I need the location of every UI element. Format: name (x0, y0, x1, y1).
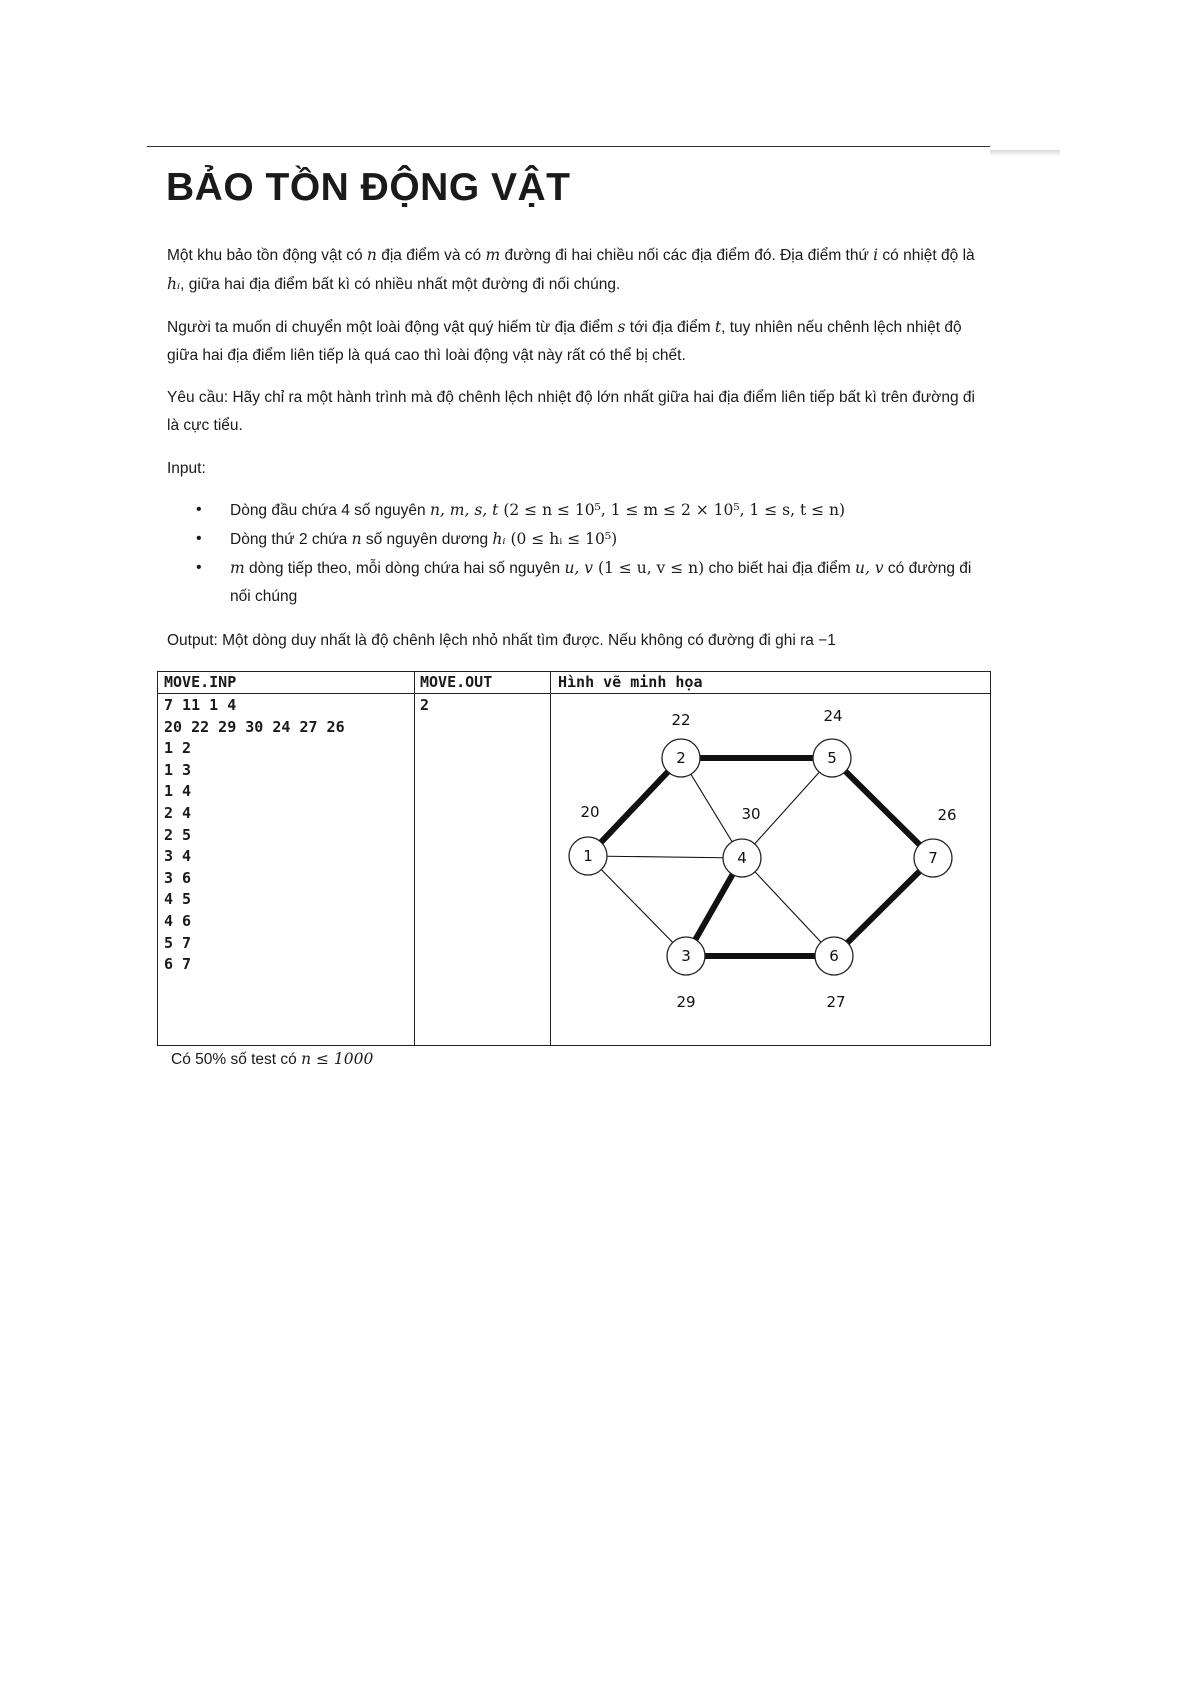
output-line-1: 2 (420, 696, 430, 714)
node-label-2: 2 (676, 749, 686, 767)
bullet-3-var: m (230, 559, 245, 577)
page-title: BẢO TỒN ĐỘNG VẬT (166, 166, 571, 209)
input-spec-line-3 (196, 554, 986, 611)
intro-text-5: , giữa hai địa điểm bất kì có nhiều nhất một đường đi nối chúng. (180, 276, 621, 293)
node-label-3: 3 (681, 947, 691, 965)
var-n: n (366, 246, 377, 264)
input-line-2: 20 22 29 30 24 27 26 (164, 717, 345, 736)
footnote-condition: n ≤ 1000 (301, 1050, 374, 1068)
bullet-1-constraint: (2 ≤ n ≤ 10⁵, 1 ≤ m ≤ 2 × 10⁵, 1 ≤ s, t ≤ n) (498, 501, 846, 519)
bullet-3-constraint: (1 ≤ u, v ≤ n) (593, 559, 705, 577)
node-temperature-7: 26 (937, 806, 957, 824)
bullet-2-var: n (351, 530, 362, 548)
input-spec-line-1 (196, 496, 986, 525)
input-line-13: 6 7 (164, 955, 192, 974)
edge-6-7 (834, 858, 933, 956)
input-line-1: 7 11 1 4 (164, 696, 237, 714)
edge-1-3 (588, 856, 686, 956)
intro-text-2: địa điểm và có (376, 247, 486, 264)
bullet-3-text-3: có đường đi nối chúng (230, 560, 972, 605)
var-t: t (714, 318, 722, 336)
input-line-11: 4 6 (164, 911, 192, 930)
edge-4-6 (742, 858, 834, 956)
move-text-1: Người ta muốn di chuyển một loài động vật quý hiếm từ địa điểm (167, 319, 618, 336)
move-paragraph (167, 313, 977, 370)
header-figure: Hình vẽ minh họa (558, 673, 703, 691)
bullet-2-hi: hᵢ (492, 530, 506, 548)
input-line-10: 4 5 (164, 890, 192, 909)
edge-1-2 (588, 758, 681, 856)
node-temperature-4: 30 (741, 805, 761, 823)
example-table (157, 671, 991, 1046)
intro-paragraph (167, 241, 977, 299)
var-hi: hᵢ (167, 275, 181, 293)
node-label-6: 6 (829, 947, 839, 965)
output-paragraph: Output: Một dòng duy nhất là độ chênh lệch nhỏ nhất tìm được. Nếu không có đường đi ghi ra −1 (167, 632, 836, 649)
node-temperature-2: 22 (671, 711, 691, 729)
header-move-inp: MOVE.INP (164, 673, 237, 691)
intro-text-1: Một khu bảo tồn động vật có (167, 247, 367, 264)
top-rule (147, 146, 990, 147)
node-label-5: 5 (827, 749, 837, 767)
bullet-2-mid: số nguyên dương (361, 531, 493, 548)
bullet-3-uv: u, v (564, 559, 594, 577)
input-line-7: 2 5 (164, 825, 192, 844)
node-temperature-1: 20 (580, 803, 600, 821)
move-text-2: tới địa điểm (625, 319, 715, 336)
input-label: Input: (167, 460, 206, 477)
input-line-5: 1 4 (164, 782, 192, 801)
page-shadow (990, 150, 1060, 156)
intro-text-3: đường đi hai chiều nối các địa điểm đó. Địa điểm thứ (500, 247, 874, 264)
move-text-3: , tuy nhiên nếu chênh lệch nhiệt độ giữa hai địa điểm liên tiếp là quá cao thì loài động vật này rất có thể bị chết. (167, 319, 962, 364)
requirement-paragraph: Yêu cầu: Hãy chỉ ra một hành trình mà độ chênh lệch nhiệt độ lớn nhất giữa hai địa điểm liên tiếp bất kì trên đường đi là cực tiểu. (167, 389, 975, 434)
footnote-text: Có 50% số test có (171, 1051, 302, 1068)
input-line-6: 2 4 (164, 803, 192, 822)
node-label-4: 4 (737, 849, 747, 867)
header-move-out: MOVE.OUT (420, 673, 493, 691)
var-i: i (873, 246, 879, 264)
bullet-3-uv-2: u, v (855, 559, 884, 577)
intro-text-4: có nhiệt độ là (878, 247, 975, 264)
input-line-4: 1 3 (164, 760, 192, 779)
var-s: s (617, 318, 626, 336)
var-m: m (485, 246, 501, 264)
input-line-12: 5 7 (164, 933, 192, 952)
node-label-7: 7 (928, 849, 938, 867)
input-spec-line-2 (196, 525, 986, 554)
bullet-3-text-2: cho biết hai địa điểm (704, 560, 855, 577)
bullet-1-vars: n, m, s, t (429, 501, 499, 519)
input-spec-list (196, 496, 986, 611)
bullet-2-constraint: (0 ≤ hᵢ ≤ 10⁵) (505, 530, 618, 548)
node-temperature-6: 27 (826, 993, 846, 1011)
input-line-8: 3 4 (164, 847, 192, 866)
bullet-1-text: Dòng đầu chứa 4 số nguyên (230, 502, 430, 519)
edge-5-7 (832, 758, 933, 858)
bullet-2-text: Dòng thứ 2 chứa (230, 531, 352, 548)
input-line-3: 1 2 (164, 739, 192, 758)
input-line-9: 3 6 (164, 868, 192, 887)
bullet-3-text-1: dòng tiếp theo, mỗi dòng chứa hai số nguyên (244, 560, 565, 577)
node-temperature-3: 29 (676, 993, 696, 1011)
edge-1-4 (588, 856, 742, 858)
footnote (171, 1048, 373, 1071)
node-label-1: 1 (583, 847, 593, 865)
graph-illustration (158, 672, 992, 1047)
node-temperature-5: 24 (823, 707, 843, 725)
